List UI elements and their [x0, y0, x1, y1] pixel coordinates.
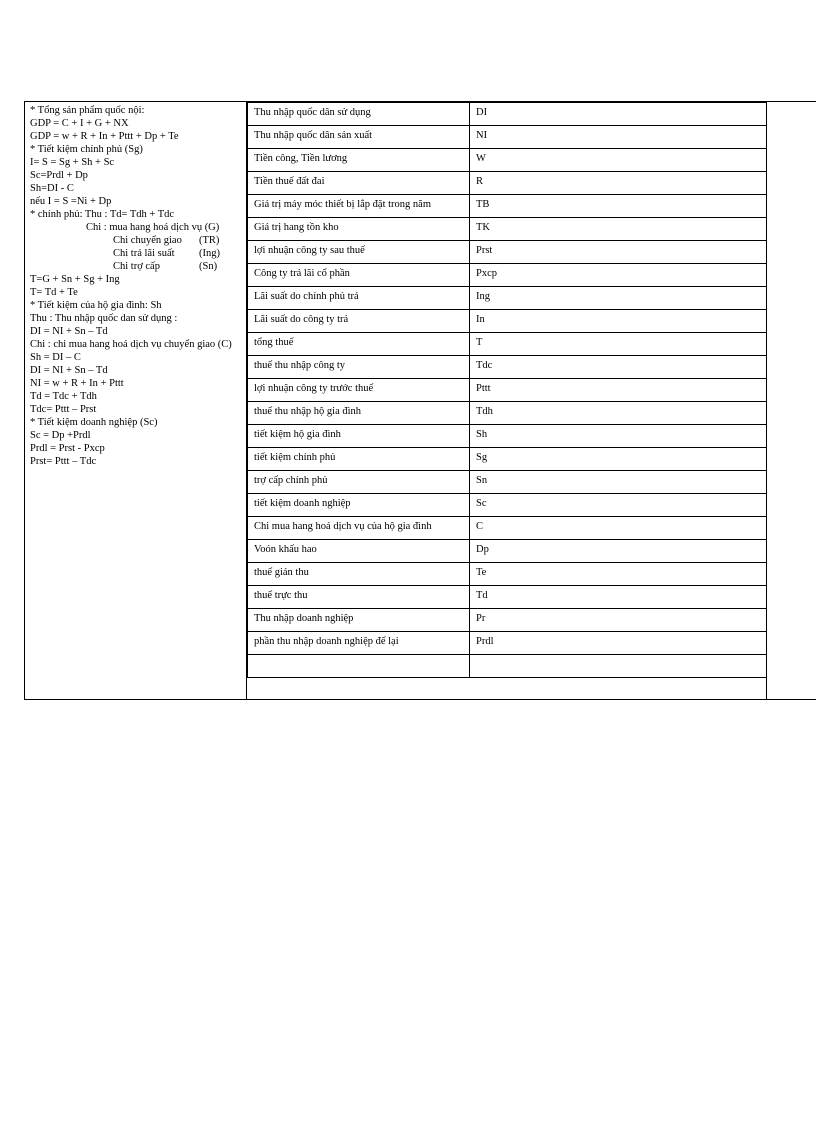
glossary-abbreviation: Pxcp	[470, 264, 767, 287]
glossary-term: thuế trực thu	[248, 586, 470, 609]
glossary-term: Lãi suất do công ty trả	[248, 310, 470, 333]
note-line: Sh = DI – C	[30, 352, 81, 363]
table-row	[248, 126, 767, 149]
table-row	[248, 379, 767, 402]
note-line: GDP = C + I + G + NX	[30, 118, 129, 129]
glossary-term: trợ cấp chính phủ	[248, 471, 470, 494]
table-row	[248, 149, 767, 172]
table-row	[248, 517, 767, 540]
chi-item-label: Chi chuyển giao	[113, 235, 182, 246]
glossary-term: Công ty trả lãi cổ phần	[248, 264, 470, 287]
glossary-term: Thu nhập doanh nghiệp	[248, 609, 470, 632]
glossary-abbreviation: R	[470, 172, 767, 195]
note-line: * Tiết kiệm chính phủ (Sg)	[30, 144, 143, 155]
glossary-abbreviation: Tdh	[470, 402, 767, 425]
table-row	[248, 494, 767, 517]
table-row	[248, 632, 767, 655]
note-line: Tdc= Pttt – Prst	[30, 404, 97, 415]
table-row	[248, 563, 767, 586]
glossary-abbreviation: W	[470, 149, 767, 172]
glossary-abbreviation: Sh	[470, 425, 767, 448]
chi-item-code: (Sn)	[199, 261, 218, 272]
glossary-term: Giá trị máy móc thiết bị lắp đặt trong năm	[248, 195, 470, 218]
glossary-term: tiết kiệm hộ gia đình	[248, 425, 470, 448]
chi-item	[30, 247, 244, 260]
glossary-term: Chi mua hang hoá dịch vụ của hộ gia đình	[248, 517, 470, 540]
glossary-term: phần thu nhập doanh nghiệp để lại	[248, 632, 470, 655]
table-row	[248, 264, 767, 287]
glossary-abbreviation: Pr	[470, 609, 767, 632]
glossary-abbreviation: C	[470, 517, 767, 540]
glossary-abbreviation: Prdl	[470, 632, 767, 655]
glossary-term: thuế thu nhập công ty	[248, 356, 470, 379]
note-line: * Tổng sản phẩm quốc nội:	[30, 105, 145, 116]
glossary-abbreviation: DI	[470, 103, 767, 126]
glossary-abbreviation: TK	[470, 218, 767, 241]
glossary-abbreviation: Sn	[470, 471, 767, 494]
table-row	[248, 609, 767, 632]
glossary-abbreviation: Pttt	[470, 379, 767, 402]
table-row	[248, 655, 767, 678]
note-line: Td = Tdc + Tdh	[30, 391, 97, 402]
glossary-term: thuế gián thu	[248, 563, 470, 586]
table-row	[248, 172, 767, 195]
glossary-abbreviation: Td	[470, 586, 767, 609]
note-line: DI = NI + Sn – Td	[30, 326, 108, 337]
note-line: * Tiết kiệm doanh nghiệp (Sc)	[30, 417, 158, 428]
glossary-term	[248, 655, 470, 678]
glossary-term: tổng thuế	[248, 333, 470, 356]
glossary-term: thuế thu nhập hộ gia đình	[248, 402, 470, 425]
note-line: Chi : chi mua hang hoá dịch vụ chuyển giao (C)	[30, 339, 232, 350]
glossary-abbreviation: TB	[470, 195, 767, 218]
note-line: T=G + Sn + Sg + Ing	[30, 274, 120, 285]
note-line: nếu I = S =Ni + Dp	[30, 196, 112, 207]
note-line: Prst= Pttt – Tdc	[30, 456, 97, 467]
chi-item	[30, 234, 244, 247]
table-row	[248, 425, 767, 448]
note-line: * chính phủ: Thu : Td= Tdh + Tdc	[30, 209, 175, 220]
glossary-table	[247, 102, 767, 678]
note-line: T= Td + Te	[30, 287, 78, 298]
table-row	[248, 402, 767, 425]
glossary-abbreviation: Dp	[470, 540, 767, 563]
note-line: Sh=DI - C	[30, 183, 74, 194]
note-line: Sc = Dp +Prdl	[30, 430, 91, 441]
note-line: * Tiết kiệm của hộ gia đình: Sh	[30, 300, 162, 311]
glossary-abbreviation	[470, 655, 767, 678]
table-row	[248, 471, 767, 494]
glossary-term: lợi nhuận công ty sau thuế	[248, 241, 470, 264]
glossary-term: Thu nhập quốc dân sử dụng	[248, 103, 470, 126]
note-line: Sc=Prdl + Dp	[30, 170, 88, 181]
glossary-abbreviation: Sc	[470, 494, 767, 517]
formula-notes	[30, 104, 244, 468]
glossary-abbreviation: In	[470, 310, 767, 333]
table-row	[248, 586, 767, 609]
note-line: Thu : Thu nhập quốc dan sử dụng :	[30, 313, 178, 324]
note-line: GDP = w + R + In + Pttt + Dp + Te	[30, 131, 179, 142]
table-row	[248, 103, 767, 126]
glossary-term: Giá trị hang tồn kho	[248, 218, 470, 241]
glossary-term: lợi nhuận công ty trước thuế	[248, 379, 470, 402]
glossary-abbreviation: T	[470, 333, 767, 356]
table-row	[248, 310, 767, 333]
glossary-abbreviation: Tdc	[470, 356, 767, 379]
chi-item-code: (TR)	[199, 235, 220, 246]
note-line: NI = w + R + In + Pttt	[30, 378, 124, 389]
table-row	[248, 356, 767, 379]
table-row	[248, 287, 767, 310]
table-row	[248, 540, 767, 563]
note-line: Prdl = Prst - Pxcp	[30, 443, 105, 454]
glossary-term: tiết kiệm chính phủ	[248, 448, 470, 471]
glossary-term: Thu nhập quốc dân sản xuất	[248, 126, 470, 149]
glossary-abbreviation: Te	[470, 563, 767, 586]
glossary-abbreviation: Prst	[470, 241, 767, 264]
table-row	[248, 218, 767, 241]
glossary-term: Voón khấu hao	[248, 540, 470, 563]
glossary-term: Tiền công, Tiền lương	[248, 149, 470, 172]
chi-item	[30, 260, 244, 273]
glossary-term: tiết kiệm doanh nghiệp	[248, 494, 470, 517]
note-line: I= S = Sg + Sh + Sc	[30, 157, 115, 168]
glossary-abbreviation: Ing	[470, 287, 767, 310]
chi-item-code: (Ing)	[199, 248, 220, 259]
chi-item-label: Chi trợ cấp	[113, 261, 160, 272]
chi-header: Chi : mua hang hoá dịch vụ (G)	[86, 222, 220, 233]
table-row	[248, 448, 767, 471]
table-row	[248, 333, 767, 356]
glossary-abbreviation: Sg	[470, 448, 767, 471]
chi-item-label: Chi trả lãi suất	[113, 248, 175, 259]
table-row	[248, 195, 767, 218]
table-row	[248, 241, 767, 264]
glossary-abbreviation: NI	[470, 126, 767, 149]
glossary-term: Tiền thuế đất đai	[248, 172, 470, 195]
note-line: DI = NI + Sn – Td	[30, 365, 108, 376]
glossary-term: Lãi suất do chính phủ trả	[248, 287, 470, 310]
